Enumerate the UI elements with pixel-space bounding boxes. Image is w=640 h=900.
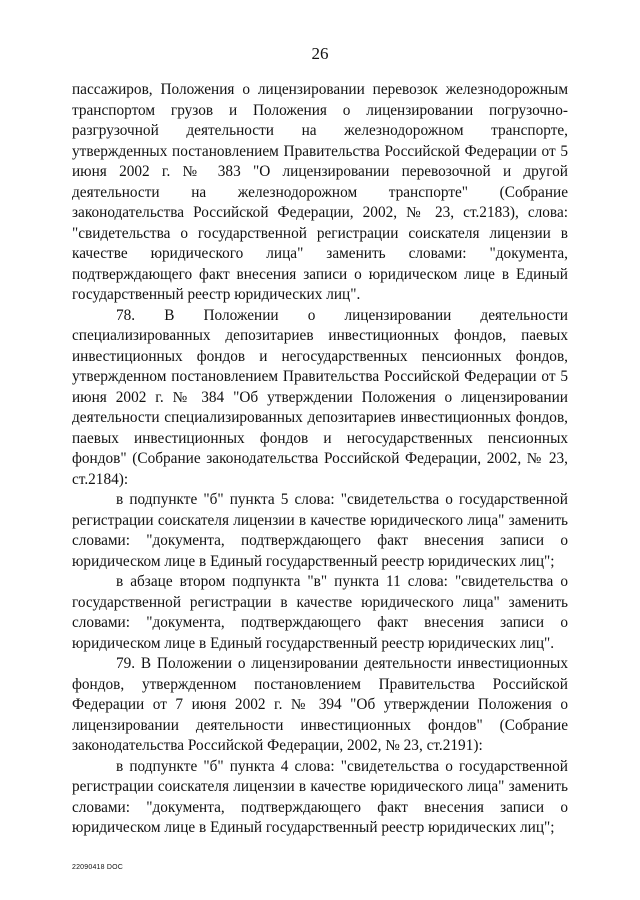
- paragraph-item-78-sub-2: в абзаце втором подпункта "в" пункта 11 слова: "свидетельства о государственной регистрации в качестве юридического лица" заменить словами: "документа, подтверждающего факт внесения записи о юридическом лице в Единый государственный реестр юридических лиц".: [72, 573, 568, 652]
- paragraph-item-78: 78. В Положении о лицензировании деятельности специализированных депозитариев инвестиционных фондов, паевых инвестиционных фондов и негосударственных пенсионных фондов, утвержденном постановлением Правительства Российской Федерации от 5 июня 2002 г. № 384 "Об утверждении Положения о лицензировании деятельности специализированных депозитариев инвестиционных фондов, паевых инвестиционных фондов и негосударственных пенсионных фондов" (Собрание законодательства Российской Федерации, 2002, № 23, ст.2184):: [72, 306, 568, 488]
- footer-document-code: 22090418 DOC: [72, 864, 124, 871]
- paragraph-item-79-sub-1: в подпункте "б" пункта 4 слова: "свидетельства о государственной регистрации соискателя лицензии в качестве юридического лица" заменить словами: "документа, подтверждающего факт внесения записи о юридическом лице в Единый государственный реестр юридических лиц";: [72, 757, 568, 836]
- paragraph-continuation: пассажиров, Положения о лицензировании перевозок железнодорожным транспортом грузов и Положения о лицензировании погрузочно-разгрузочной деятельности на железнодорожном транспорте, утвержденных постановлением Правительства Российской Федерации от 5 июня 2002 г. № 383 "О лицензировании перевозочной и другой деятельности на железнодорожном транспорте" (Собрание законодательства Российской Федерации, 2002, № 23, ст.2183), слова: "свидетельства о государственной регистрации соискателя лицензии в качестве юридического лица" заменить словами: "документа, подтверждающего факт внесения записи о юридическом лице в Единый государственный реестр юридических лиц".: [72, 81, 568, 303]
- paragraph-item-79: 79. В Положении о лицензировании деятельности инвестиционных фондов, утвержденном постановлением Правительства Российской Федерации от 7 июня 2002 г. № 394 "Об утверждении Положения о лицензировании деятельности инвестиционных фондов" (Собрание законодательства Российской Федерации, 2002, № 23, ст.2191):: [72, 655, 568, 754]
- paragraph-item-78-sub-1: в подпункте "б" пункта 5 слова: "свидетельства о государственной регистрации соискателя лицензии в качестве юридического лица" заменить словами: "документа, подтверждающего факт внесения записи о юридическом лице в Единый государственный реестр юридических лиц";: [72, 491, 568, 570]
- page-number: 26: [311, 44, 329, 63]
- document-body: [72, 80, 568, 839]
